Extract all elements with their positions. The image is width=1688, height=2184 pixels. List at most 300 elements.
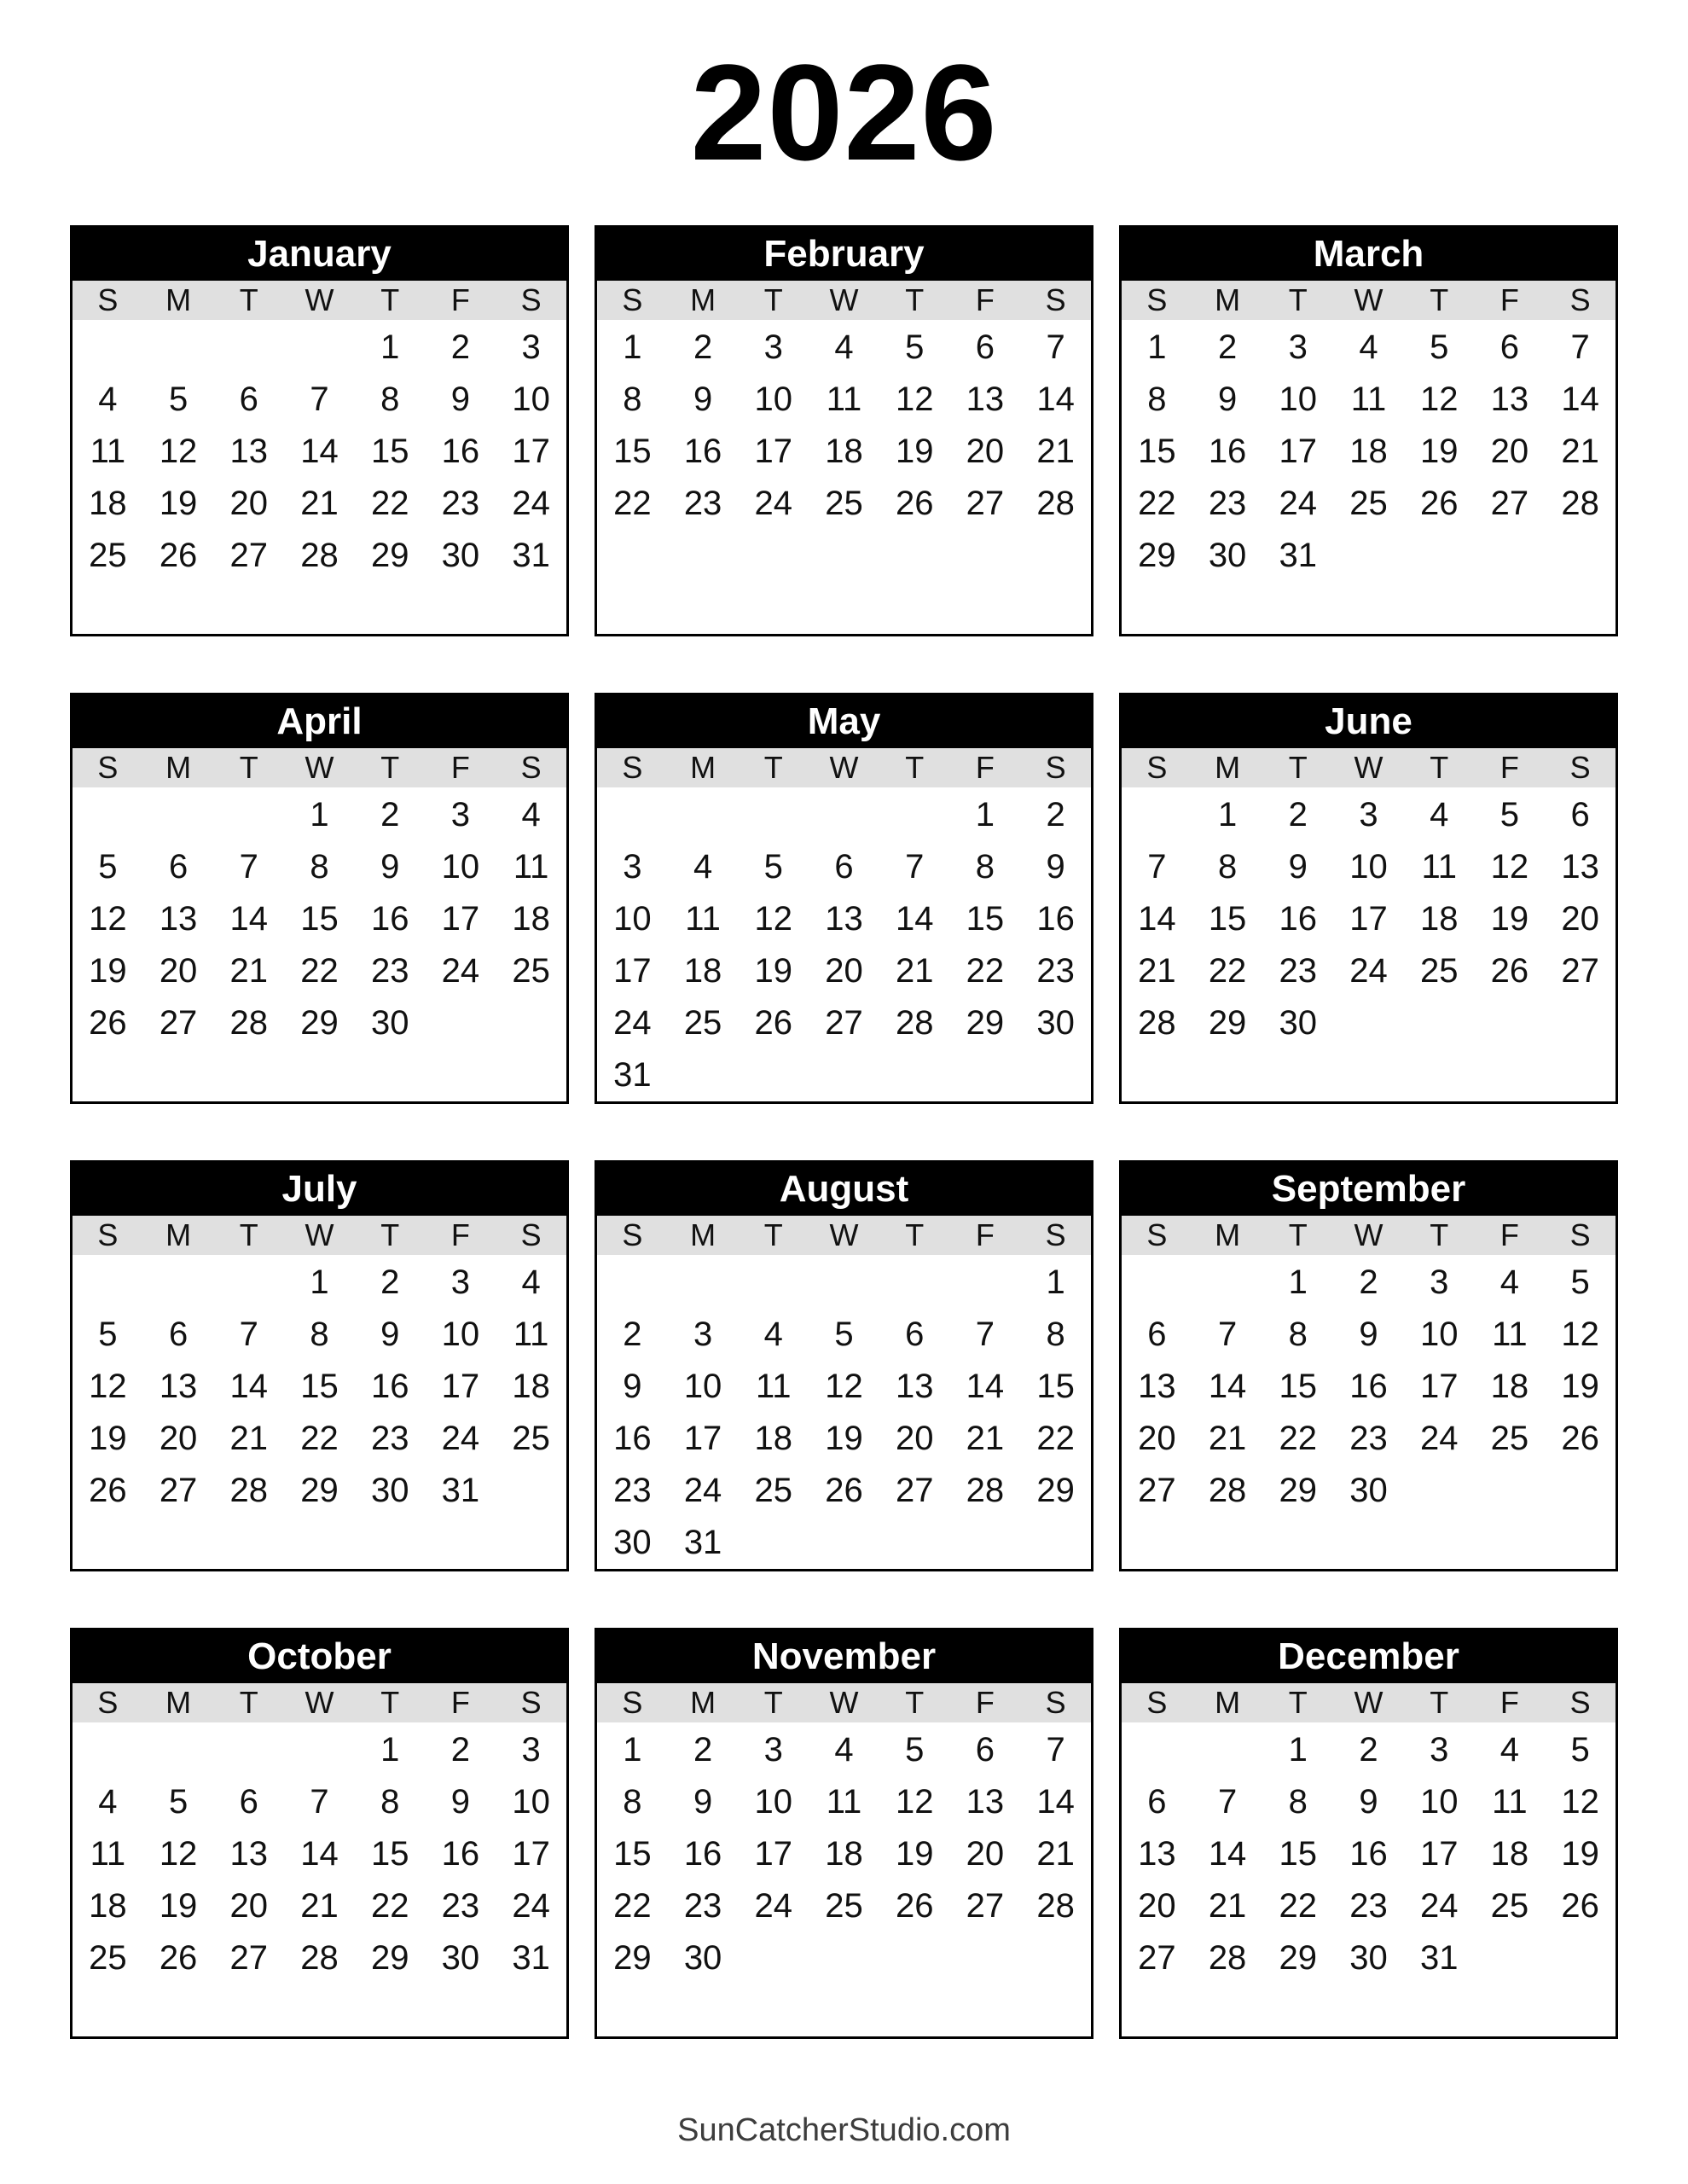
dow-row <box>1122 748 1615 787</box>
day-cell-empty <box>879 1049 950 1101</box>
month-title: January <box>73 228 566 281</box>
day-cell: 14 <box>966 1368 1005 1405</box>
day-cell-empty <box>809 789 879 841</box>
day-cell: 17 <box>1419 1368 1459 1405</box>
month-title: November <box>597 1630 1091 1683</box>
day-cell: 19 <box>754 952 793 990</box>
day-cell: 23 <box>370 1420 409 1457</box>
day-cell: 4 <box>98 1783 118 1821</box>
day-cell-empty <box>1020 1984 1091 2036</box>
day-cell: 6 <box>239 380 258 418</box>
day-cell: 1 <box>1046 1263 1065 1301</box>
day-cell: 24 <box>512 485 550 522</box>
day-cell-empty <box>809 1984 879 2036</box>
dow-label: T <box>380 1217 400 1252</box>
day-cell-empty <box>668 1984 739 2036</box>
day-cell: 4 <box>1359 328 1378 366</box>
day-cell: 30 <box>370 1472 409 1509</box>
day-cell: 23 <box>683 485 722 522</box>
day-cell: 16 <box>441 433 480 470</box>
day-cell: 11 <box>826 380 862 418</box>
day-cell: 29 <box>1138 537 1176 574</box>
day-cell: 4 <box>98 380 118 418</box>
day-cell-empty <box>1020 1932 1091 1984</box>
day-cell: 16 <box>1036 900 1075 938</box>
day-cell: 15 <box>370 1835 409 1873</box>
day-cell: 29 <box>300 1004 339 1042</box>
month-title: April <box>73 695 566 748</box>
day-cell: 17 <box>613 952 652 990</box>
dow-label: T <box>239 1685 258 1720</box>
day-cell: 18 <box>1349 433 1388 470</box>
day-cell: 15 <box>1138 433 1176 470</box>
day-cell-empty <box>1404 1984 1475 2036</box>
dow-label: W <box>829 282 859 317</box>
day-cell: 2 <box>693 1731 713 1769</box>
day-cell: 26 <box>895 485 934 522</box>
day-cell: 12 <box>895 1783 934 1821</box>
dow-label: M <box>165 1685 192 1720</box>
dow-row <box>73 748 566 787</box>
day-cell: 26 <box>159 1939 198 1977</box>
day-cell: 4 <box>1430 796 1449 834</box>
dow-label: F <box>450 1685 470 1720</box>
day-cell: 7 <box>975 1316 995 1353</box>
dow-label: T <box>239 282 258 317</box>
day-cell-empty <box>1122 1724 1192 1776</box>
dow-label: S <box>1045 750 1066 785</box>
day-cell: 12 <box>1419 380 1459 418</box>
day-cell: 28 <box>966 1472 1005 1509</box>
day-cell: 30 <box>1349 1472 1388 1509</box>
day-cell: 10 <box>1279 380 1318 418</box>
dow-label: S <box>97 282 119 317</box>
day-cell: 5 <box>1570 1263 1590 1301</box>
day-cell: 24 <box>1419 1420 1459 1457</box>
day-cell: 24 <box>441 952 480 990</box>
dow-label: T <box>905 1685 925 1720</box>
dow-label: M <box>690 1217 716 1252</box>
dow-row <box>597 748 1091 787</box>
month-title: September <box>1122 1163 1615 1216</box>
footer <box>0 2112 1688 2149</box>
day-cell: 27 <box>966 1887 1005 1925</box>
day-cell-empty <box>284 1984 355 2036</box>
day-cell: 11 <box>90 1835 126 1873</box>
dow-label: S <box>1045 1685 1066 1720</box>
dow-label: W <box>305 750 334 785</box>
dow-label: W <box>829 1685 859 1720</box>
day-cell-empty <box>879 1932 950 1984</box>
day-cell: 2 <box>380 796 400 834</box>
day-cell: 8 <box>1046 1316 1065 1353</box>
day-cell: 7 <box>239 1316 258 1353</box>
day-cell: 3 <box>521 328 541 366</box>
day-cell-empty <box>1404 997 1475 1049</box>
day-cell: 20 <box>1561 900 1599 938</box>
dow-label: S <box>1569 1217 1591 1252</box>
day-cell: 25 <box>89 1939 127 1977</box>
month-title: December <box>1122 1630 1615 1683</box>
day-cell: 25 <box>1490 1420 1529 1457</box>
day-cell-empty <box>213 582 284 634</box>
day-cell: 3 <box>1430 1263 1449 1301</box>
day-cell: 29 <box>1208 1004 1247 1042</box>
dow-label: S <box>97 750 119 785</box>
day-cell: 23 <box>441 485 480 522</box>
day-cell: 1 <box>1147 328 1167 366</box>
day-cell-empty <box>1475 530 1546 582</box>
day-cell: 8 <box>975 848 995 886</box>
dow-label: F <box>975 750 995 785</box>
day-cell: 15 <box>1036 1368 1075 1405</box>
day-cell-empty <box>738 1257 809 1309</box>
day-cell: 22 <box>370 1887 409 1925</box>
day-cell: 4 <box>521 1263 541 1301</box>
day-cell-empty <box>143 1257 214 1309</box>
day-cell: 11 <box>826 1783 862 1821</box>
day-cell: 21 <box>1561 433 1599 470</box>
days-grid <box>597 1722 1091 2036</box>
day-cell: 4 <box>1499 1263 1520 1301</box>
day-cell: 30 <box>1349 1939 1388 1977</box>
day-cell: 16 <box>1279 900 1318 938</box>
dow-label: F <box>450 1217 470 1252</box>
day-cell: 26 <box>1490 952 1529 990</box>
footer-site-text: SunCatcherStudio.com <box>677 2112 1011 2148</box>
day-cell: 28 <box>1138 1004 1176 1042</box>
title-area <box>0 0 1688 225</box>
day-cell: 4 <box>1499 1731 1520 1769</box>
day-cell-empty <box>1475 1049 1546 1101</box>
day-cell: 29 <box>1279 1472 1318 1509</box>
day-cell: 1 <box>380 1731 400 1769</box>
day-cell: 13 <box>1138 1835 1176 1873</box>
day-cell: 22 <box>1279 1887 1318 1925</box>
day-cell-empty <box>213 1724 284 1776</box>
day-cell-empty <box>1192 1724 1263 1776</box>
day-cell-empty <box>73 1517 143 1569</box>
dow-label: T <box>1430 750 1449 785</box>
day-cell: 11 <box>513 848 549 886</box>
day-cell-empty <box>1020 1517 1091 1569</box>
day-cell: 17 <box>683 1420 722 1457</box>
dow-label: S <box>520 282 542 317</box>
day-cell-empty <box>496 997 566 1049</box>
day-cell: 21 <box>1138 952 1176 990</box>
dow-label: S <box>1146 750 1168 785</box>
dow-label: F <box>1499 750 1519 785</box>
dow-row <box>1122 1216 1615 1255</box>
day-cell: 21 <box>229 952 269 990</box>
day-cell: 3 <box>1359 796 1378 834</box>
day-cell: 26 <box>159 537 198 574</box>
day-cell: 28 <box>1036 1887 1075 1925</box>
day-cell-empty <box>809 1932 879 1984</box>
day-cell: 23 <box>370 952 409 990</box>
day-cell: 22 <box>1138 485 1176 522</box>
month-card <box>595 225 1093 636</box>
dow-label: F <box>450 282 470 317</box>
day-cell: 18 <box>512 1368 550 1405</box>
day-cell: 9 <box>1046 848 1065 886</box>
day-cell: 19 <box>1561 1835 1599 1873</box>
day-cell: 10 <box>512 1783 550 1821</box>
day-cell: 26 <box>1561 1420 1599 1457</box>
day-cell: 7 <box>310 1783 329 1821</box>
year-title: 2026 <box>690 36 998 189</box>
day-cell-empty <box>809 530 879 582</box>
day-cell: 16 <box>683 433 722 470</box>
day-cell-empty <box>1333 1517 1404 1569</box>
day-cell: 21 <box>1036 1835 1075 1873</box>
day-cell: 7 <box>1046 1731 1065 1769</box>
day-cell: 16 <box>1349 1835 1388 1873</box>
day-cell: 17 <box>441 900 480 938</box>
day-cell-empty <box>1020 1049 1091 1101</box>
day-cell-empty <box>284 582 355 634</box>
day-cell: 2 <box>380 1263 400 1301</box>
dow-label: S <box>622 282 643 317</box>
dow-label: W <box>829 1217 859 1252</box>
day-cell: 21 <box>895 952 934 990</box>
day-cell: 15 <box>1279 1835 1318 1873</box>
day-cell: 11 <box>756 1368 792 1405</box>
day-cell: 23 <box>1349 1887 1388 1925</box>
day-cell-empty <box>426 1984 496 2036</box>
day-cell: 25 <box>89 537 127 574</box>
day-cell: 15 <box>1208 900 1247 938</box>
day-cell-empty <box>496 1465 566 1517</box>
day-cell: 3 <box>1288 328 1308 366</box>
day-cell-empty <box>143 1049 214 1101</box>
day-cell: 30 <box>370 1004 409 1042</box>
day-cell: 7 <box>905 848 925 886</box>
day-cell: 31 <box>1419 1939 1459 1977</box>
day-cell-empty <box>73 322 143 374</box>
day-cell: 26 <box>754 1004 793 1042</box>
day-cell-empty <box>738 1049 809 1101</box>
day-cell: 8 <box>623 1783 642 1821</box>
day-cell: 24 <box>754 1887 793 1925</box>
day-cell-empty <box>1020 582 1091 634</box>
day-cell: 6 <box>168 1316 189 1353</box>
day-cell-empty <box>738 1984 809 2036</box>
day-cell: 28 <box>300 1939 339 1977</box>
day-cell: 2 <box>623 1316 642 1353</box>
day-cell: 5 <box>1570 1731 1590 1769</box>
day-cell-empty <box>1192 1984 1263 2036</box>
day-cell: 8 <box>1217 848 1238 886</box>
day-cell-empty <box>213 1049 284 1101</box>
month-title: October <box>73 1630 566 1683</box>
day-cell: 12 <box>1561 1316 1599 1353</box>
day-cell: 16 <box>370 900 409 938</box>
day-cell: 24 <box>1419 1887 1459 1925</box>
day-cell: 31 <box>1279 537 1318 574</box>
day-cell: 1 <box>310 1263 329 1301</box>
day-cell: 2 <box>1359 1263 1378 1301</box>
day-cell: 28 <box>300 537 339 574</box>
day-cell: 31 <box>512 537 550 574</box>
day-cell: 9 <box>1217 380 1238 418</box>
day-cell: 3 <box>450 796 471 834</box>
day-cell: 15 <box>966 900 1005 938</box>
day-cell: 29 <box>300 1472 339 1509</box>
days-grid <box>73 320 566 634</box>
dow-label: T <box>1430 282 1449 317</box>
day-cell: 3 <box>623 848 642 886</box>
day-cell: 11 <box>1492 1783 1528 1821</box>
day-cell-empty <box>1122 789 1192 841</box>
day-cell: 26 <box>89 1472 127 1509</box>
day-cell: 29 <box>966 1004 1005 1042</box>
day-cell: 7 <box>1217 1783 1238 1821</box>
day-cell: 12 <box>825 1368 863 1405</box>
day-cell-empty <box>355 582 426 634</box>
day-cell-empty <box>143 1517 214 1569</box>
day-cell-empty <box>1545 582 1615 634</box>
day-cell: 1 <box>380 328 400 366</box>
dow-label: T <box>1430 1685 1449 1720</box>
day-cell: 31 <box>683 1524 722 1561</box>
day-cell: 4 <box>693 848 713 886</box>
day-cell: 2 <box>1288 796 1308 834</box>
day-cell: 8 <box>1147 380 1167 418</box>
dow-label: M <box>165 750 192 785</box>
day-cell: 10 <box>441 848 480 886</box>
day-cell: 19 <box>159 485 198 522</box>
month-card <box>595 1628 1093 2039</box>
day-cell: 28 <box>1561 485 1599 522</box>
day-cell: 3 <box>1430 1731 1449 1769</box>
day-cell-empty <box>809 1049 879 1101</box>
months-grid <box>0 225 1688 2039</box>
day-cell-empty <box>809 1257 879 1309</box>
day-cell: 27 <box>159 1004 198 1042</box>
day-cell: 21 <box>1208 1887 1247 1925</box>
day-cell: 31 <box>613 1056 652 1094</box>
day-cell: 7 <box>1046 328 1065 366</box>
day-cell-empty <box>1192 582 1263 634</box>
dow-label: M <box>1215 282 1241 317</box>
day-cell: 26 <box>1419 485 1459 522</box>
day-cell: 12 <box>754 900 793 938</box>
day-cell-empty <box>496 1517 566 1569</box>
day-cell-empty <box>1262 1984 1333 2036</box>
day-cell: 12 <box>895 380 934 418</box>
day-cell-empty <box>1545 1465 1615 1517</box>
dow-label: M <box>165 282 192 317</box>
day-cell: 20 <box>159 952 198 990</box>
day-cell: 16 <box>441 1835 480 1873</box>
day-cell: 18 <box>89 1887 127 1925</box>
dow-label: M <box>1215 750 1241 785</box>
day-cell-empty <box>1122 1517 1192 1569</box>
dow-label: T <box>1430 1217 1449 1252</box>
day-cell: 13 <box>1138 1368 1176 1405</box>
day-cell: 8 <box>310 1316 329 1353</box>
day-cell: 17 <box>754 433 793 470</box>
month-title: June <box>1122 695 1615 748</box>
day-cell: 23 <box>683 1887 722 1925</box>
day-cell: 21 <box>229 1420 269 1457</box>
day-cell: 7 <box>1217 1316 1238 1353</box>
day-cell-empty <box>738 1517 809 1569</box>
day-cell: 30 <box>613 1524 652 1561</box>
day-cell-empty <box>1262 582 1333 634</box>
day-cell: 30 <box>1279 1004 1318 1042</box>
dow-label: T <box>763 1685 783 1720</box>
day-cell: 5 <box>98 848 118 886</box>
day-cell: 25 <box>825 1887 863 1925</box>
day-cell: 29 <box>370 1939 409 1977</box>
day-cell: 25 <box>512 952 550 990</box>
dow-label: F <box>1499 282 1519 317</box>
day-cell: 14 <box>1138 900 1176 938</box>
day-cell: 25 <box>512 1420 550 1457</box>
month-card <box>1119 225 1618 636</box>
day-cell: 6 <box>975 328 995 366</box>
day-cell: 17 <box>512 1835 550 1873</box>
dow-label: T <box>1288 1217 1308 1252</box>
month-card <box>1119 693 1618 1104</box>
days-grid <box>1122 320 1615 634</box>
day-cell: 3 <box>521 1731 541 1769</box>
day-cell-empty <box>1333 997 1404 1049</box>
month-title: August <box>597 1163 1091 1216</box>
day-cell-empty <box>1122 1049 1192 1101</box>
day-cell: 7 <box>239 848 258 886</box>
day-cell: 24 <box>512 1887 550 1925</box>
day-cell-empty <box>496 1049 566 1101</box>
day-cell: 29 <box>1279 1939 1318 1977</box>
dow-label: M <box>690 1685 716 1720</box>
day-cell-empty <box>1192 1257 1263 1309</box>
dow-label: F <box>1499 1685 1519 1720</box>
day-cell: 27 <box>1561 952 1599 990</box>
dow-row <box>597 281 1091 320</box>
day-cell-empty <box>1545 1984 1615 2036</box>
day-cell: 9 <box>380 848 400 886</box>
day-cell: 21 <box>1208 1420 1247 1457</box>
day-cell-empty <box>1192 1517 1263 1569</box>
day-cell: 2 <box>693 328 713 366</box>
day-cell: 28 <box>1036 485 1075 522</box>
dow-label: T <box>1288 282 1308 317</box>
day-cell: 23 <box>1349 1420 1388 1457</box>
day-cell: 16 <box>1349 1368 1388 1405</box>
day-cell: 19 <box>1490 900 1529 938</box>
day-cell-empty <box>213 322 284 374</box>
day-cell-empty <box>668 582 739 634</box>
day-cell: 19 <box>89 952 127 990</box>
day-cell: 18 <box>1490 1368 1529 1405</box>
day-cell: 18 <box>825 433 863 470</box>
day-cell: 28 <box>1208 1472 1247 1509</box>
day-cell-empty <box>355 1984 426 2036</box>
day-cell: 17 <box>441 1368 480 1405</box>
day-cell: 6 <box>1147 1783 1167 1821</box>
day-cell: 3 <box>693 1316 713 1353</box>
days-grid <box>597 1255 1091 1569</box>
days-grid <box>73 1722 566 2036</box>
day-cell: 8 <box>1288 1316 1308 1353</box>
day-cell: 2 <box>1359 1731 1378 1769</box>
day-cell: 6 <box>834 848 854 886</box>
day-cell-empty <box>1333 1049 1404 1101</box>
day-cell: 6 <box>1570 796 1590 834</box>
